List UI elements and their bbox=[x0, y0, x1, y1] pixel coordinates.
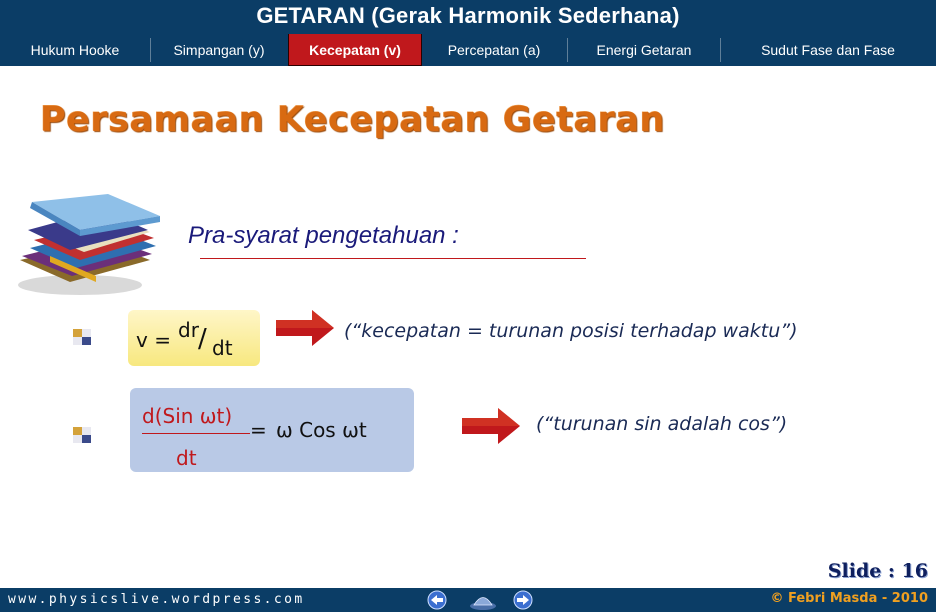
nav-tabs bbox=[0, 34, 936, 66]
tab-simpangan[interactable]: Simpangan (y) bbox=[173, 42, 265, 58]
forward-icon[interactable] bbox=[510, 590, 536, 610]
formula-denominator: dt bbox=[212, 336, 233, 360]
tab-hukum-hooke[interactable]: Hukum Hooke bbox=[30, 42, 120, 58]
formula-numerator: dr bbox=[178, 318, 199, 342]
back-icon[interactable] bbox=[424, 590, 450, 610]
description-velocity-text: (“kecepatan = turunan posisi terhadap waktu”) bbox=[344, 320, 798, 342]
page-title: GETARAN (Gerak Harmonik Sederhana) bbox=[256, 3, 680, 28]
underline-divider bbox=[200, 258, 586, 259]
arrow-right-icon bbox=[462, 408, 520, 444]
formula-slash: / bbox=[198, 324, 207, 354]
footer-url[interactable]: www.physicslive.wordpress.com bbox=[8, 592, 305, 607]
books-icon bbox=[10, 190, 170, 300]
copyright-text: © Febri Masda - 2010 bbox=[770, 591, 928, 606]
footer-bar bbox=[0, 588, 936, 612]
prerequisite-label: Pra-syarat pengetahuan : bbox=[188, 222, 459, 249]
nav-divider bbox=[720, 38, 721, 62]
formula-rhs: ω Cos ωt bbox=[276, 418, 367, 442]
arrow-right-icon bbox=[276, 310, 334, 346]
tab-sudut-fase[interactable]: Sudut Fase dan Fase bbox=[761, 42, 895, 58]
description-velocity bbox=[344, 320, 798, 342]
home-icon[interactable] bbox=[468, 590, 498, 610]
main-heading: Persamaan Kecepatan Getaran bbox=[40, 100, 665, 140]
velocity-formula bbox=[128, 310, 260, 366]
formula-equals: = bbox=[250, 418, 267, 442]
formula-numerator: d(Sin ωt) bbox=[142, 404, 233, 428]
bullet-icon bbox=[72, 426, 92, 444]
derivative-formula bbox=[130, 388, 414, 472]
description-derivative bbox=[536, 413, 787, 435]
formula-denominator: dt bbox=[176, 446, 197, 470]
slide-number: Slide : 16 bbox=[827, 560, 928, 582]
fraction-bar bbox=[142, 433, 250, 434]
tab-energi-getaran[interactable]: Energi Getaran bbox=[596, 42, 692, 58]
description-derivative-text: (“turunan sin adalah cos”) bbox=[536, 413, 788, 435]
nav-divider bbox=[567, 38, 568, 62]
tab-percepatan[interactable]: Percepatan (a) bbox=[447, 42, 541, 58]
bullet-icon bbox=[72, 328, 92, 346]
header-bar bbox=[0, 0, 936, 66]
formula-lhs: v = bbox=[136, 328, 171, 352]
tab-kecepatan[interactable]: Kecepatan (v) bbox=[288, 34, 422, 66]
nav-divider bbox=[150, 38, 151, 62]
